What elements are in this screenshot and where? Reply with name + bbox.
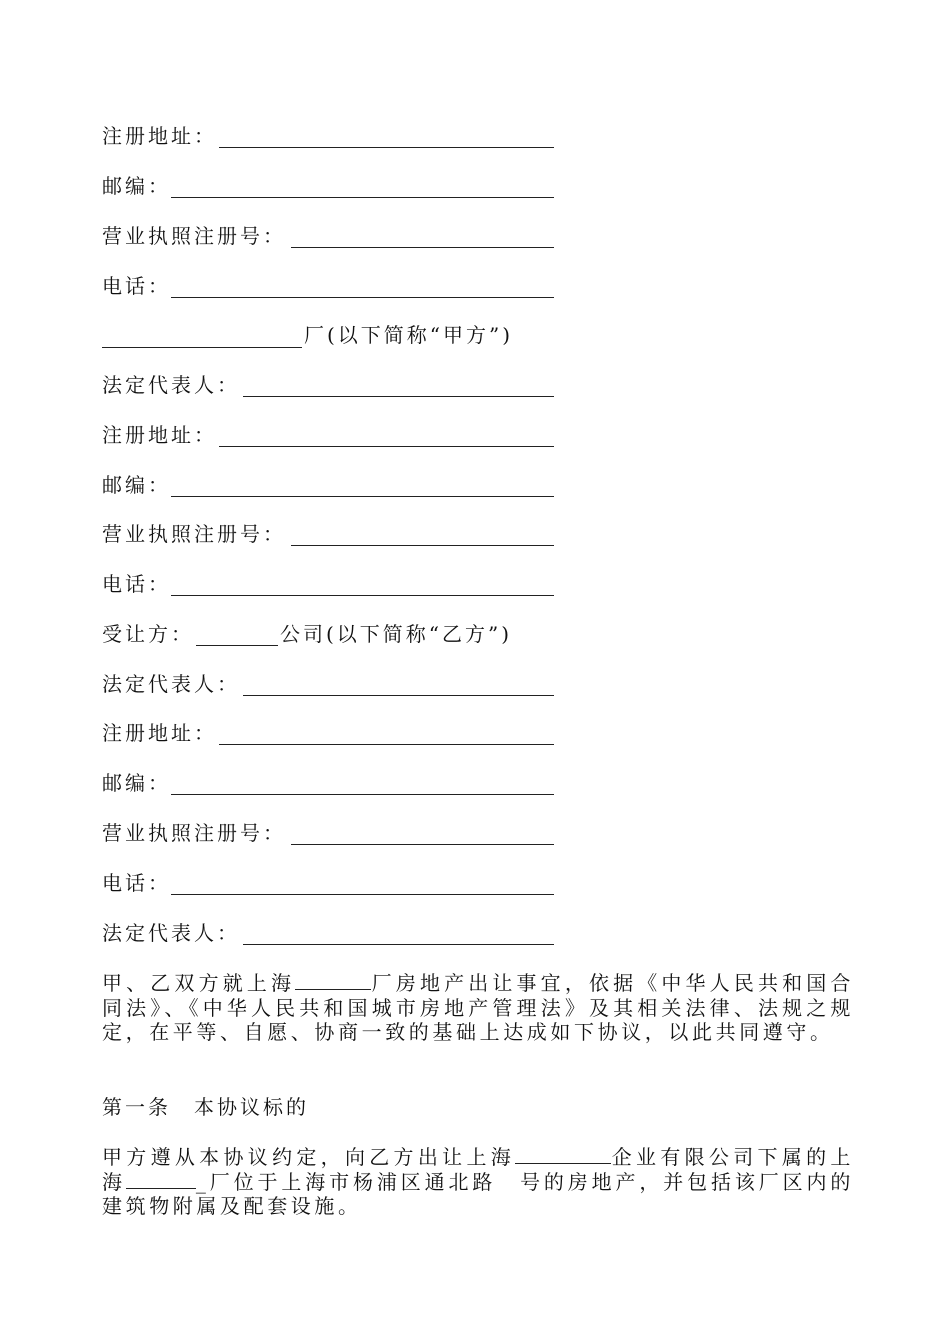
article-text-1: 甲方遵从本协议约定，向乙方出让上海 [102,1145,516,1169]
article-blank-1[interactable] [515,1145,611,1164]
field-label: 电话： [102,572,171,596]
field-label: 营业执照注册号： [102,821,286,845]
field-blank[interactable] [219,147,554,148]
field-label: 注册地址： [102,124,217,148]
transferee-suffix: 公司(以下简称“乙方”) [280,622,513,646]
field-blank[interactable] [219,446,554,447]
field-label: 法定代表人： [102,921,240,945]
field-blank[interactable] [243,944,554,945]
field-label: 注册地址： [102,721,217,745]
field-label: 邮编： [102,473,171,497]
field-label: 营业执照注册号： [102,224,286,248]
article-heading: 第一条 本协议标的 [102,1095,309,1119]
article-blank-2[interactable] [126,1170,196,1189]
field-blank[interactable] [219,744,554,745]
field-blank[interactable] [291,545,554,546]
preamble-text-2: 厂房地产出让事宜，依据《中华人民共和国合同法》、《中华人民共和国城市房地产管理法》及其相关法律、法规之规定，在平等、自愿、协商一致的基础上达成如下协议，以此共同遵守。 [102,971,854,1044]
field-blank[interactable] [171,197,554,198]
field-label: 电话： [102,871,171,895]
field-label: 法定代表人： [102,373,240,397]
field-label: 邮编： [102,771,171,795]
field-blank[interactable] [291,247,554,248]
preamble-blank[interactable] [295,971,371,990]
article-text-3: _厂位于上海市杨浦区通北路 号的房地产，并包括该厂区内的建筑物附属及配套设施。 [102,1169,854,1218]
field-label: 注册地址： [102,423,217,447]
field-blank[interactable] [243,695,554,696]
transferee-name-blank[interactable] [196,645,278,646]
party-a-name-blank[interactable] [102,347,302,348]
field-label: 电话： [102,274,171,298]
field-blank[interactable] [291,844,554,845]
article-text-2: 企业有限公司下属的上海 [102,1145,855,1194]
field-label: 营业执照注册号： [102,522,286,546]
field-blank[interactable] [243,396,554,397]
field-label: 法定代表人： [102,672,240,696]
field-blank[interactable] [171,496,554,497]
preamble-paragraph [102,971,854,1045]
preamble-text-1: 甲、乙双方就上海 [102,971,296,995]
field-blank[interactable] [171,894,554,895]
field-blank[interactable] [171,595,554,596]
field-blank[interactable] [171,794,554,795]
transferee-label: 受让方： [102,622,194,646]
party-a-label: 厂(以下简称“甲方”) [304,323,514,347]
field-blank[interactable] [171,297,554,298]
field-label: 邮编： [102,174,171,198]
article-paragraph [102,1145,854,1219]
